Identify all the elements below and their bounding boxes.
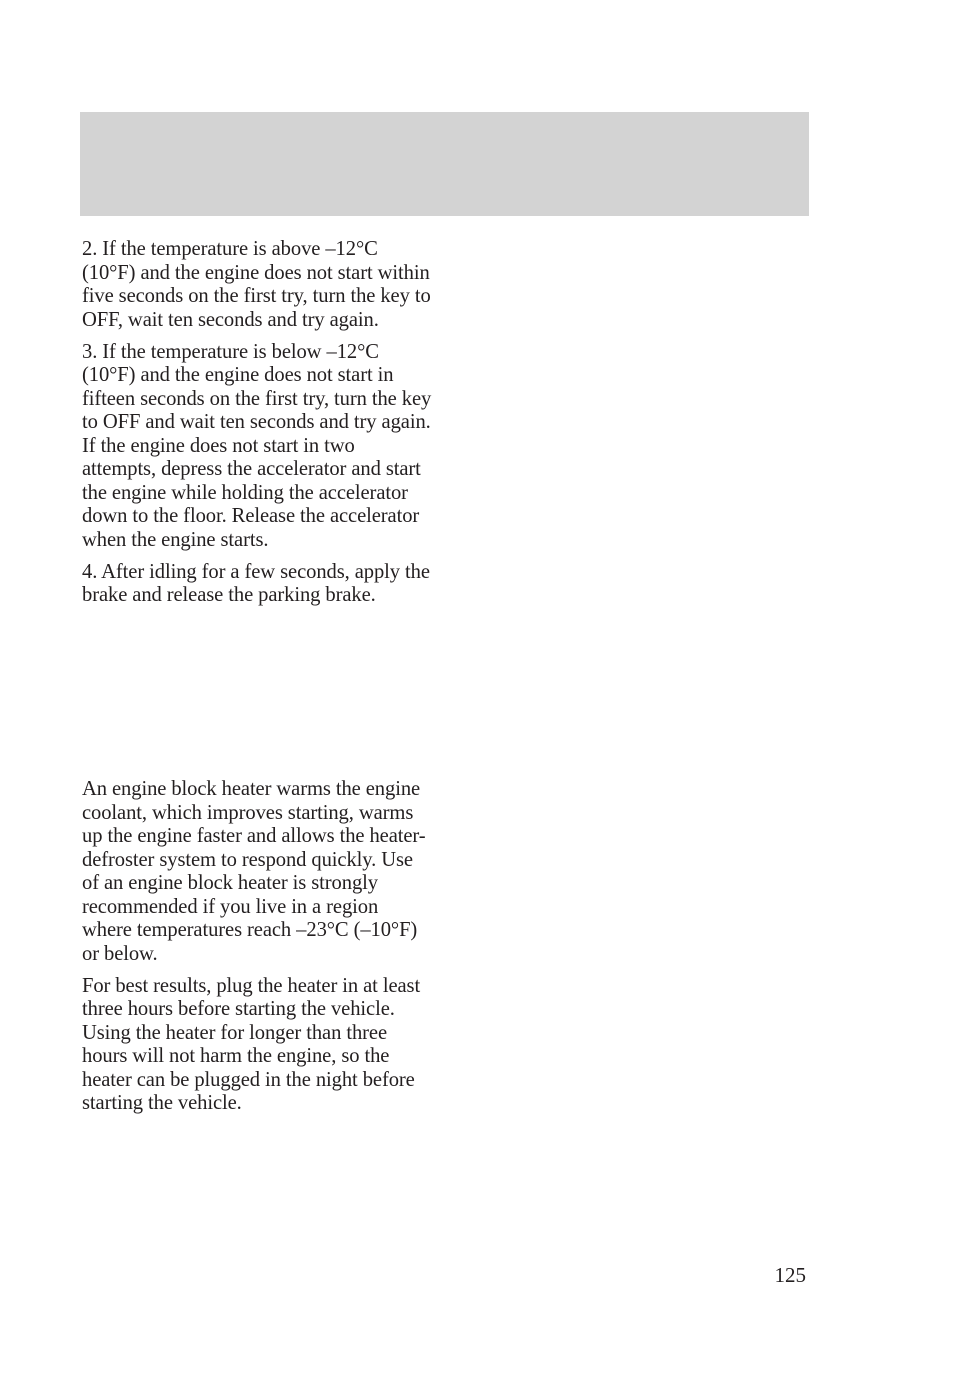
starting-step-4: 4. After idling for a few seconds, apply the brake and release the parking brake. [82, 560, 430, 606]
engine-block-heater-section [82, 778, 432, 1116]
starting-step-2: 2. If the temperature is above –12°C (10°F) and the engine does not start within five seconds on the first try, turn the key to OFF, wait ten seconds and try again. [82, 238, 431, 331]
starting-step-3: 3. If the temperature is below –12°C (10°F) and the engine does not start in fifteen seconds on the first try, turn the key to OFF and wait ten seconds and try again. If the engine does not start in two attempts, depress the accelerator and start the engine while holding the accelerator down to the floor. Release the accelerator when the engine starts. [82, 340, 432, 551]
section-header-bar [80, 112, 809, 216]
page-number: 125 [774, 1263, 806, 1287]
heater-paragraph: An engine block heater warms the engine coolant, which improves starting, warms up the engine faster and allows the heater-defroster system to respond quickly. Use of an engine block heater is strongly recommended if you live in a region where temperatures reach –23°C (–10°F) or below. [82, 778, 426, 965]
heater-paragraph: For best results, plug the heater in at least three hours before starting the vehicle. Using the heater for longer than three hours will not harm the engine, so the heater can be plugged in the night before starting the vehicle. [82, 974, 421, 1114]
starting-steps [82, 238, 432, 608]
